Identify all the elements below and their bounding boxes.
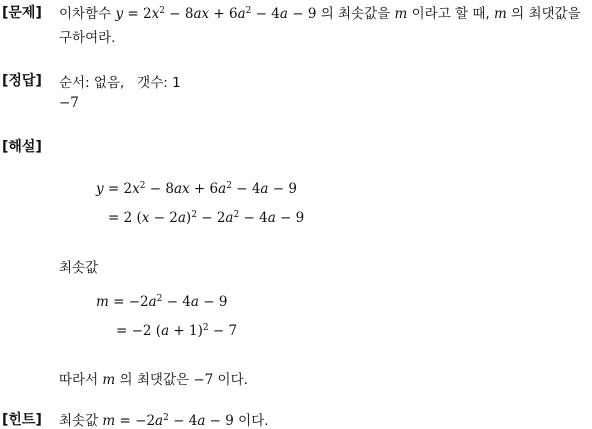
problem-var-m: m xyxy=(394,6,408,22)
solution-eq-3: $m = -2a^2 - 4a - 9$ xyxy=(96,294,228,310)
problem-equation: $y = 2x^2 - 8ax + 6a^2 - 4a - 9$ xyxy=(115,6,317,22)
problem-text-b: 의 최솟값을 xyxy=(320,6,391,22)
problem-line-2: 구하여라. xyxy=(59,30,116,46)
answer-line-1: 순서: 없음, 갯수: 1 xyxy=(59,75,181,91)
problem-text-c: 이라고 할 때, xyxy=(411,6,490,22)
conclusion-text-c: 이다. xyxy=(217,372,248,388)
problem-eq-y: y xyxy=(115,6,124,22)
problem-text-d: 의 최댓값을 xyxy=(511,6,581,22)
hint-text-a: 최솟값 xyxy=(59,413,99,429)
hint-text-b: 이다. xyxy=(238,413,269,429)
problem-line-1 xyxy=(59,2,581,22)
answer-value: −7 xyxy=(59,95,79,111)
solution-eq-1: $y = 2x^2 - 8ax + 6a^2 - 4a - 9$ xyxy=(96,181,297,197)
solution-eq-2: = 2 $(x - 2a)^2 - 2a^2 - 4a - 9$ xyxy=(108,210,305,226)
hint-equation: $m = -2a^2 - 4a - 9$ xyxy=(102,413,234,429)
answer-tag: [정답] xyxy=(2,73,42,89)
solution-eq-4: = −2 $(a + 1)^2 - 7$ xyxy=(116,323,238,339)
conclusion-var-m: m xyxy=(102,372,116,388)
solution-tag: [해설] xyxy=(2,139,42,155)
hint-line xyxy=(59,409,269,429)
conclusion-text-a: 따라서 xyxy=(59,372,99,388)
conclusion-text-b: 의 최댓값은 xyxy=(119,372,190,388)
problem-var-m-2: m xyxy=(494,6,507,22)
solution-conclusion xyxy=(59,368,248,388)
conclusion-value: −7 xyxy=(193,372,214,388)
hint-tag: [힌트] xyxy=(2,412,42,428)
problem-text-a: 이차함수 xyxy=(59,6,112,22)
solution-label-min: 최솟값 xyxy=(59,260,99,276)
problem-tag: [문제] xyxy=(2,5,42,21)
